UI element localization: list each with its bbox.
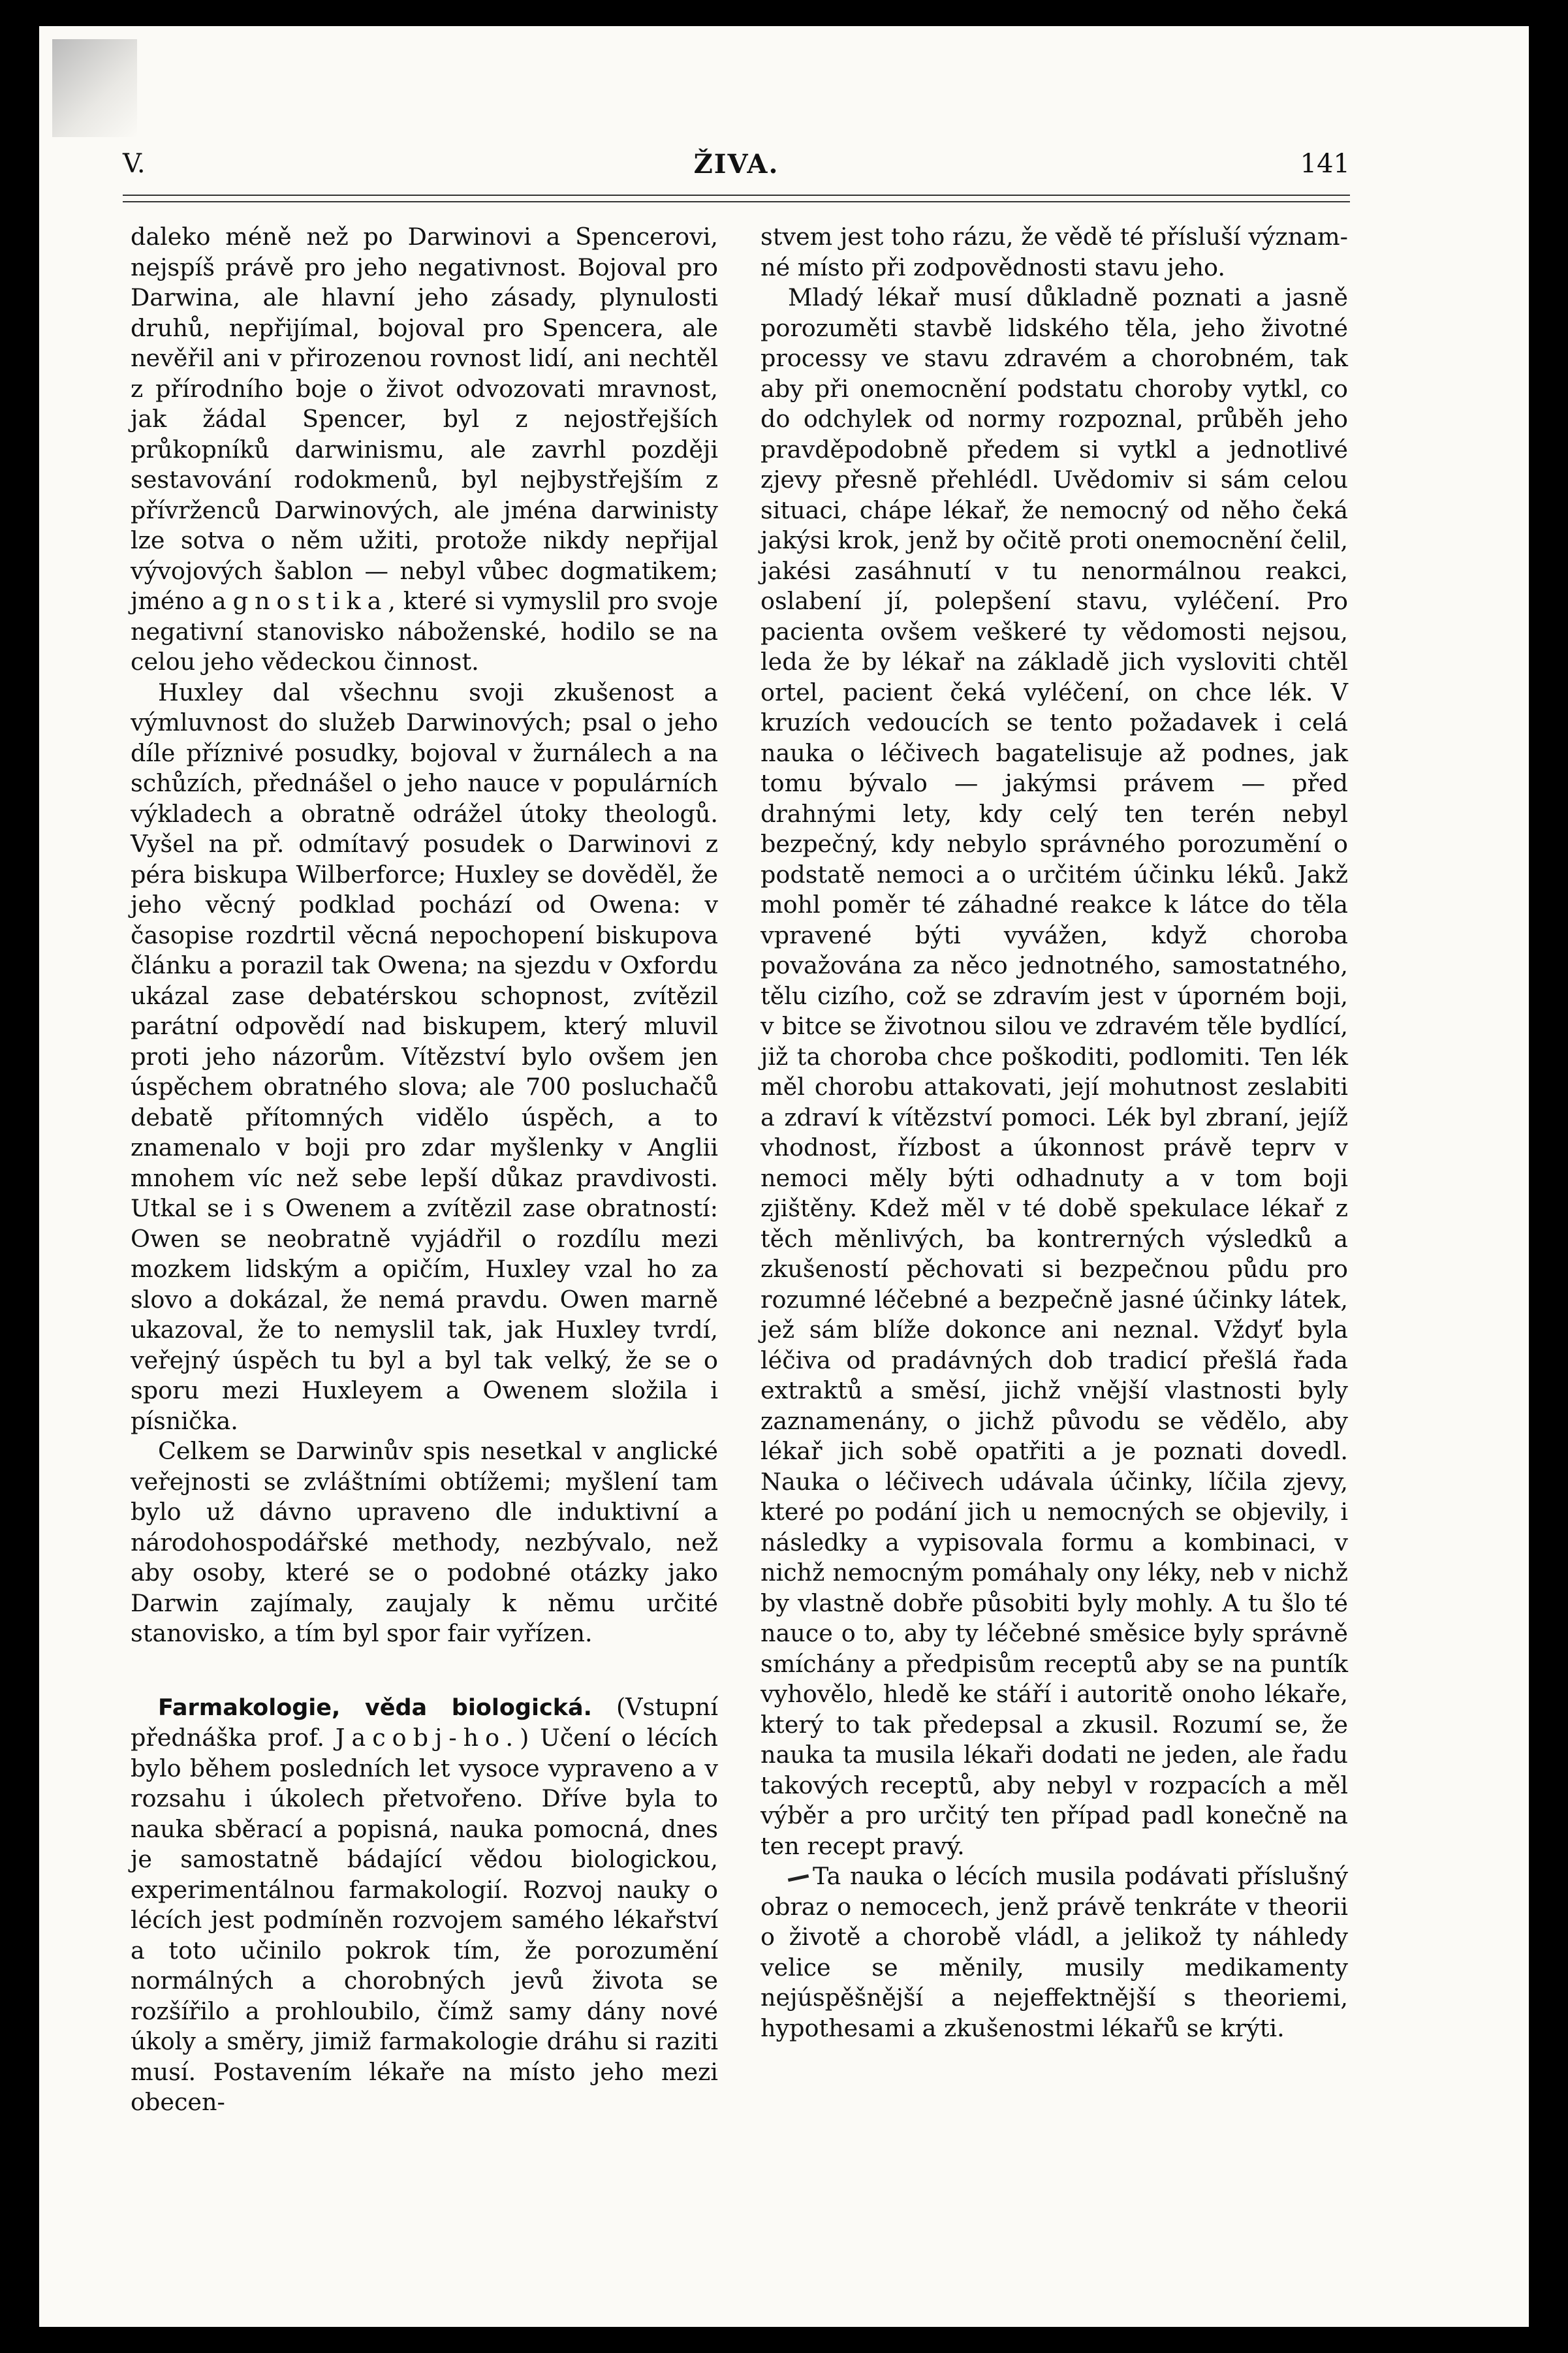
page-number: 141 <box>1300 149 1350 179</box>
emphasized-word: agnostika <box>212 587 388 615</box>
left-column <box>131 222 718 2118</box>
paragraph <box>760 1861 1348 2044</box>
paragraph-text: Učení o lécích bylo během posledních let vysoce vypraveno a v rozsahu i úkolech přetvořeno. Dříve byla to nauka sběrací a popisná, nauka pomocná, dnes je samostatně bádající vědou biologickou, experimentálnou farmakologií. Rozvoj nauky o lécích jest podmíněn rozvojem samého lékařství a toto učinilo pokrok tím, že porozumění normálných a chorobných jevů života se rozšířilo a prohloubilo, čímž samy dány nové úkoly a směry, jimiž farmakologie dráhu si raziti musí. Postavením lékaře na místo jeho mezi obecen- <box>131 1724 718 2116</box>
section-intro: (Vstupní přednáška prof. <box>131 1692 718 1752</box>
paragraph: Huxley dal všechnu svoji zkušenost a výmluvnost do služeb Darwinových; psal o jeho díle příznivé posudky, bojoval v žurnálech a na schůzích, přednášel o jeho nauce v populárních výkladech a obratně odrážel útoky theologů. Vyšel na př. odmítavý posudek o Darwinovi z péra biskupa Wilberforce; Huxley se dověděl, že jeho věcný podklad pochází od Owena: v časopise rozdrtil věcná nepochopení biskupova článku a porazil tak Owena; na sjezdu v Oxfordu ukázal zase debatérskou schopnost, zvítězil parátní odpovědí nad biskupem, který mluvil proti jeho názorům. Vítězství bylo ovšem jen úspěchem obratného slova; ale 700 posluchačů debatě přítomných vidělo úspěch, a to znamenalo v boji pro zdar myšlenky v Anglii mnohem víc než sebe lepší důkaz pravdivosti. Utkal se i s Owenem a zvítězil zase obratností: Owen se neobratně vyjádřil o rozdílu mezi mozkem lidským a opičím, Huxley vzal ho za slovo a dokázal, že nemá pravdu. Owen marně ukazoval, že to nemyslil tak, jak Huxley tvrdí, veřejný úspěch tu byl a byl tak velký, že se o sporu mezi Huxleyem a Owenem složila i písnička. <box>131 678 718 1435</box>
paragraph-text: , které si vymyslil pro svoje negativní stanovisko náboženské, hodilo se na celou jeho vědeckou činnost. <box>131 587 718 676</box>
section-paragraph <box>131 1692 718 2118</box>
pencil-mark <box>788 1874 809 1882</box>
author-name: Jacobj-ho. <box>335 1724 520 1752</box>
folded-corner <box>52 39 137 137</box>
paragraph <box>131 222 718 678</box>
paragraph: stvem jest toho rázu, že vědě té přísluší význam- né místo při zodpovědnosti stavu jeho. <box>760 223 1348 281</box>
paragraph-text: Ta nauka o lécích musila podávati příslušný obraz o nemocech, jenž právě tenkráte v theorii o životě a chorobě vládl, a jelikož ty náhledy velice se měnily, musily medikamenty nejúspěšnější a nejeffektnější s theoriemi, hypothesami a zkušenostmi lékařů se krýti. <box>760 1862 1348 2042</box>
section-gap <box>131 1649 718 1692</box>
header-rule <box>123 195 1350 202</box>
journal-title: ŽIVA. <box>693 149 779 180</box>
running-header <box>123 149 1350 188</box>
section-title: Farmakologie, věda biologická. <box>158 1694 592 1721</box>
volume-number: V. <box>123 149 146 179</box>
right-column <box>760 222 1348 2044</box>
paragraph: Mladý lékař musí důkladně poznati a jasně porozuměti stavbě lidského těla, jeho životné processy ve stavu zdravém a chorobném, tak aby při onemocnění podstatu choroby vytkl, co do odchylek od normy rozpoznal, průběh jeho pravděpodobně předem si vytkl a jednotlivé zjevy přesně přehlédl. Uvědomiv si sám celou situaci, chápe lékař, že nemocný od něho čeká jakýsi krok, jenž by očitě proti onemocnění čelil, jakési zasáhnutí v tu nenormálnou reakci, oslabení jí, polepšení stavu, vyléčení. Pro pacienta ovšem veškeré ty vědomosti nejsou, leda že by lékař na základě jich vysloviti chtěl ortel, pacient čeká vyléčení, on chce lék. V kruzích vedoucích se tento požadavek i celá nauka o léčivech bagatelisuje až podnes, jak tomu bývalo — jakýmsi právem — před drahnými lety, kdy celý ten terén nebyl bezpečný, kdy nebylo správného porozumění o podstatě nemoci a o určitém účinku léků. Jakž mohl poměr té záhadné reakce k látce do těla vpravené býti vyvážen, když choroba považována za něco jednotného, samostatného, tělu cizího, což se zdravím jest v úporném boji, v bitce se životnou silou ve zdravém těle bydlící, již ta choroba chce poškoditi, podlomiti. Ten lék měl chorobu attakovati, její mohutnost zeslabiti a zdraví k vítězství pomoci. Lék byl zbraní, jejíž vhodnost, řízbost a úkonnost právě teprv v nemoci měly býti odhadnuty a v tom boji zjištěny. Kdež měl v té době spekulace lékař z těch měnlivých, ba kontrerných výsledků a zkušeností pěchovati si bezpečnou půdu pro rozumné léčebné a bezpečně jasné účinky látek, jež sám blíže dokonce ani neznal. Vždyť byla léčiva od pradávných dob tradicí přešlá řada extraktů a směsí, jichž vnější vlastnosti byly zaznamenány, o jichž původu se vědělo, aby lékař jich sobě opatřiti a je poznati dovedl. Nauka o léčivech udávala účinky, líčila zjevy, které po podání jich u nemocných se objevily, i následky a vypisovala formu a kombinaci, v nichž nemocným pomáhaly ony léky, neb v nichž by vlastně dobře působiti byly mohly. A tu šlo té nauce o to, aby ty léčebné směsice byly správně smíchány a předpisům receptů aby se na puntík vyhovělo, hledě ke stáří i autoritě onoho lékaře, který to tak předepsal a zkusil. Rozumí se, že nauka ta musila lékaři dodati ne jeden, ale řadu takových receptů, aby nebyl v rozpacích a měl výběr a pro určitý ten případ padl konečně na ten recept pravý. <box>760 283 1348 1860</box>
paragraph: Celkem se Darwinův spis nesetkal v anglické veřejnosti se zvláštními obtížemi; myšlení tam bylo už dávno upraveno dle induktivní a národohospodářské methody, nezbývalo, než aby osoby, které se o podobné otázky jako Darwin zajímaly, zaujaly k němu určité stanovisko, a tím byl spor fair vyřízen. <box>131 1437 718 1647</box>
section-intro-end: ) <box>520 1724 529 1752</box>
paragraph-text: daleko méně než po Darwinovi a Spencerovi, nejspíš právě pro jeho negativnost. Bojoval pro Darwina, ale hlavní jeho zásady, plynulosti druhů, nepřijímal, bojoval pro Spencera, ale nevěřil ani v přirozenou rovnost lidí, ani nechtěl z přírodního boje o život odvozovati mravnost, jak žádal Spencer, byl z nejostřejších průkopníků darwinismu, ale zavrhl později sestavování rodokmenů, byl nejbystřejším z přívrženců Darwinových, ale jména darwinisty lze sotva o něm užiti, protože nikdy nepřijal vývojových šablon — nebyl vůbec dogmatikem; jméno <box>131 223 718 615</box>
